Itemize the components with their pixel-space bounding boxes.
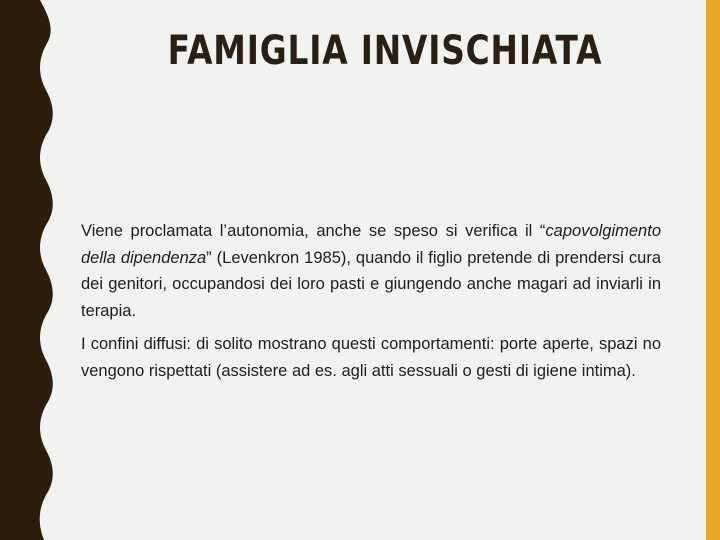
slide-body: [81, 218, 661, 391]
wavy-band-shape: [0, 0, 53, 540]
decorative-wavy-band: [0, 0, 60, 540]
slide-title: FAMIGLIA INVISCHIATA: [167, 28, 603, 74]
paragraph-confini: I confini diffusi: di solito mostrano questi comportamenti: porte aperte, spazi no vengono rispettati (assistere ad es. agli atti sessuali o gesti di igiene intima).: [81, 335, 661, 380]
paragraph-autonomia: [81, 218, 661, 324]
paragraph-1-text-start: Viene proclamata l’autonomia, anche se speso si verifica il “: [81, 222, 546, 240]
paragraph-1-text-end: ” (Levenkron 1985), quando il figlio pretende di prendersi cura dei genitori, occupandosi dei loro pasti e giungendo anche magari ad inviarli in terapia.: [81, 248, 661, 320]
accent-stripe: [706, 0, 720, 540]
paragraph-1-italic-term: capovolgimento della dipendenza: [81, 222, 661, 267]
